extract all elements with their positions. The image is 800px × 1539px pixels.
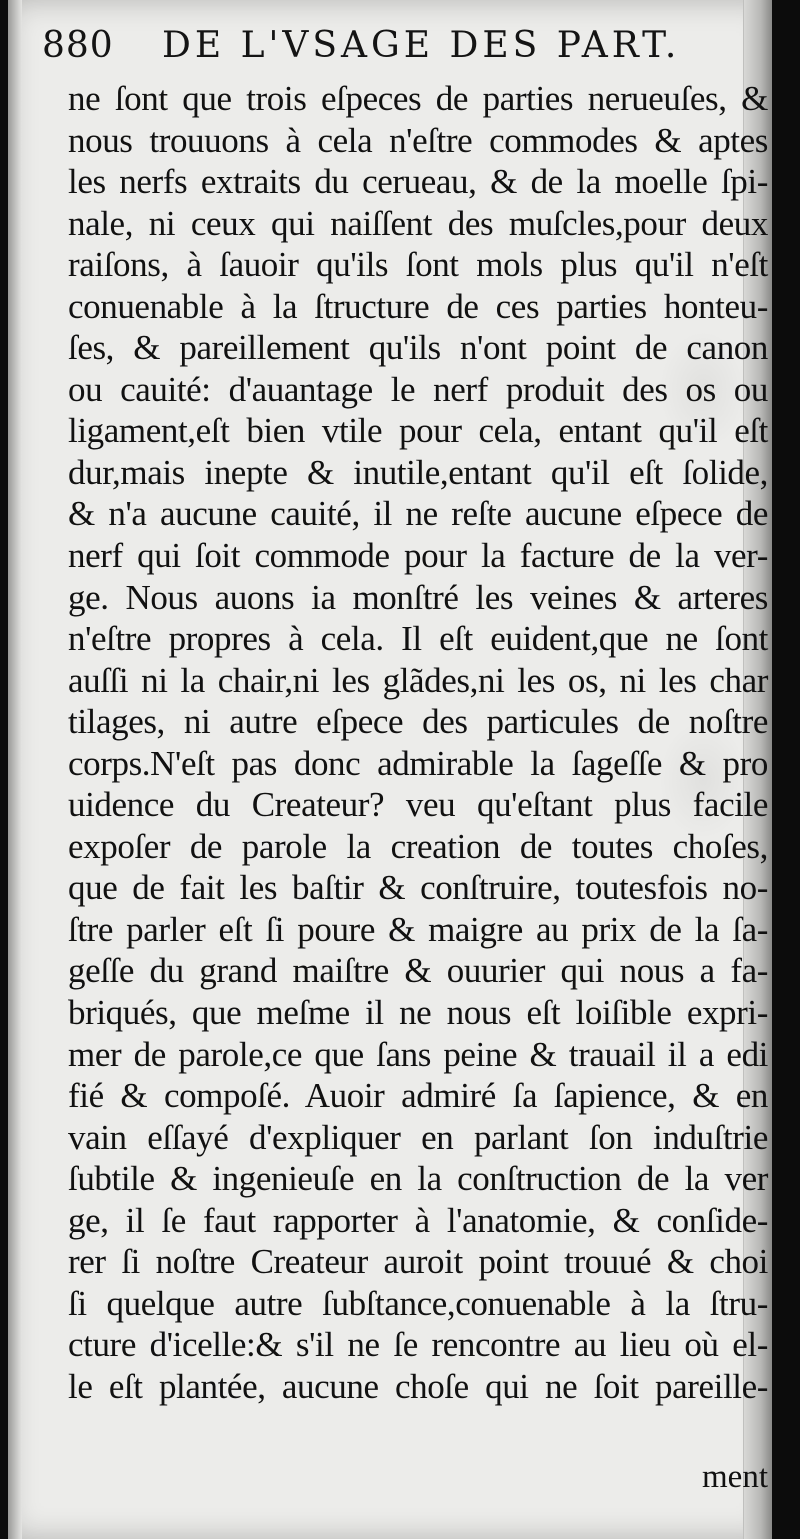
text-line: geſſe du grand maiſtre & ouurier qui nous a fa- [68, 951, 768, 991]
book-page [8, 0, 772, 1539]
text-line: auſſi ni la chair,ni les glãdes,ni les os, ni les char [68, 660, 768, 700]
text-line: ſes, & pareillement qu'ils n'ont point de canon [68, 328, 768, 368]
text-line: fié & compoſé. Auoir admiré ſa ſapience, & en [68, 1076, 768, 1116]
text-line: ſubtile & ingenieuſe en la conſtruction de la ver [68, 1159, 768, 1199]
text-line: ſtre parler eſt ſi poure & maigre au prix de la ſa- [68, 909, 768, 949]
text-line: dur,mais inepte & inutile,entant qu'il eſt ſolide, [68, 452, 768, 492]
text-line: n'eſtre propres à cela. Il eſt euident,que ne ſont [68, 619, 768, 659]
text-line: cture d'icelle:& s'il ne ſe rencontre au lieu où el- [68, 1325, 768, 1365]
running-title: DE L'VSAGE DES PART. [162, 25, 681, 66]
body-text [68, 78, 768, 1408]
text-line: vain eſſayé d'expliquer en parlant ſon induſtrie [68, 1117, 768, 1157]
text-line: nous trouuons à cela n'eſtre commodes & aptes [68, 120, 768, 160]
text-line: tilages, ni autre eſpece des particules de noſtre [68, 702, 768, 742]
text-line: corps.N'eſt pas donc admirable la ſageſſe & pro [68, 743, 768, 783]
running-header [42, 20, 722, 76]
text-line: que de fait les baſtir & conſtruire, toutesfois no- [68, 868, 768, 908]
text-line: briqués, que meſme il ne nous eſt loiſible expri- [68, 993, 768, 1033]
text-line: ſi quelque autre ſubſtance,conuenable à la ſtru- [68, 1283, 768, 1323]
text-line: ge, il ſe faut rapporter à l'anatomie, & conſide- [68, 1200, 768, 1240]
text-line: ge. Nous auons ia monſtré les veines & arteres [68, 577, 768, 617]
text-line: le eſt plantée, aucune choſe qui ne ſoit pareille- [68, 1366, 768, 1406]
text-line: raiſons, à ſauoir qu'ils ſont mols plus qu'il n'eſt [68, 245, 768, 285]
text-line: expoſer de parole la creation de toutes choſes, [68, 826, 768, 866]
text-line: les nerfs extraits du cerueau, & de la moelle ſpi- [68, 162, 768, 202]
text-line: conuenable à la ſtructure de ces parties honteu- [68, 286, 768, 326]
page-gutter-shadow [8, 0, 22, 1539]
text-line: nerf qui ſoit commode pour la facture de la ver- [68, 536, 768, 576]
text-line: nale, ni ceux qui naiſſent des muſcles,pour deux [68, 203, 768, 243]
page-number: 880 [42, 25, 114, 66]
text-line: ne ſont que trois eſpeces de parties nerueuſes, & [68, 79, 768, 118]
text-line: rer ſi noſtre Createur auroit point trouué & choi [68, 1242, 768, 1282]
catchword: ment [702, 1459, 768, 1495]
text-line: mer de parole,ce que ſans peine & trauail il a edi [68, 1034, 768, 1074]
text-line: ligament,eſt bien vtile pour cela, entant qu'il eſt [68, 411, 768, 451]
text-line: ou cauité: d'auantage le nerf produit des os ou [68, 369, 768, 409]
text-line: uidence du Createur? veu qu'eſtant plus facile [68, 785, 768, 825]
catchword-row [68, 1455, 768, 1499]
text-line: & n'a aucune cauité, il ne reſte aucune eſpece de [68, 494, 768, 534]
